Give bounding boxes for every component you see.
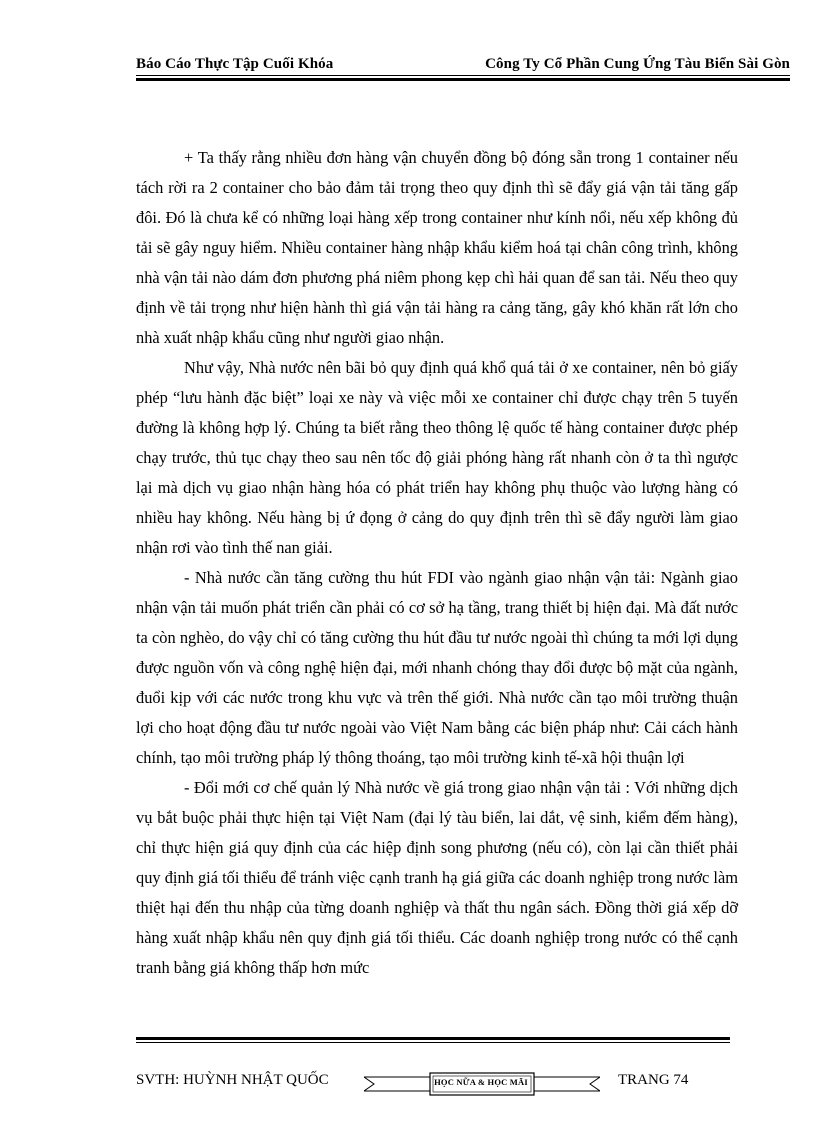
document-body xyxy=(136,143,738,983)
paragraph-fdi-attraction: - Nhà nước cần tăng cường thu hút FDI vào ngành giao nhận vận tải: Ngành giao nhận vận tải muốn phát triển cần phải có cơ sở hạ tầng, trang thiết bị hiện đại. Mà đất nước ta còn nghèo, do vậy chỉ có tăng cường thu hút đầu tư nước ngoài thì chúng ta mới lợi dụng được nguồn vốn và công nghệ hiện đại, mới nhanh chóng thay đổi được bộ mặt của ngành, đuổi kịp với các nước trong khu vực và trên thế giới. Nhà nước cần tạo môi trường thuận lợi cho hoạt động đầu tư nước ngoài vào Việt Nam bằng các biện pháp như: Cải cách hành chính, tạo môi trường pháp lý thông thoáng, tạo môi trường kinh tế-xã hội thuận lợi xyxy=(136,568,738,767)
paragraph-price-management: - Đổi mới cơ chế quản lý Nhà nước về giá trong giao nhận vận tải : Với những dịch vụ bắt buộc phải thực hiện tại Việt Nam (đại lý tàu biển, lai dắt, vệ sinh, kiểm đếm hàng), chỉ thực hiện giá quy định của các hiệp định song phương (nếu có), còn lại cần thiết phải quy định giá tối thiểu để tránh việc cạnh tranh hạ giá giữa các doanh nghiệp trong nước làm thiệt hại đến thu nhập của từng doanh nghiệp và thất thu ngân sách. Đồng thời giá xếp dỡ hàng xuất nhập khẩu nên quy định giá tối thiểu. Các doanh nghiệp trong nước có thể cạnh tranh bằng giá không thấp hơn mức xyxy=(136,778,738,977)
header-company-name: Công Ty Cổ Phần Cung Ứng Tàu Biển Sài Gòn xyxy=(485,56,790,72)
header-divider-thick xyxy=(136,78,790,81)
footer-student-name: SVTH: HUỲNH NHẬT QUỐC xyxy=(136,1072,329,1088)
footer-motto: HỌC NỮA & HỌC MÃI xyxy=(434,1077,528,1087)
paragraph-overload-regulation: Như vậy, Nhà nước nên bãi bỏ quy định quá khổ quá tải ở xe container, nên bỏ giấy phép “lưu hành đặc biệt” loại xe này và việc mỗi xe container chỉ được chạy trên 5 tuyến đường là không hợp lý. Chúng ta biết rằng theo thông lệ quốc tế hàng container được phép chạy trước, thủ tục chạy theo sau nên tốc độ giải phóng hàng rất nhanh còn ở ta thì ngược lại mà dịch vụ giao nhận hàng hóa có phát triển hay không phụ thuộc vào lượng hàng có nhiều hay không. Nếu hàng bị ứ đọng ở cảng do quy định trên thì sẽ đẩy người làm giao nhận rơi vào tình thế nan giải. xyxy=(136,358,738,557)
page-header xyxy=(136,56,790,76)
footer-divider-thick xyxy=(136,1037,730,1040)
header-report-title: Báo Cáo Thực Tập Cuối Khóa xyxy=(136,56,334,72)
paragraph-container-load: + Ta thấy rằng nhiều đơn hàng vận chuyển đồng bộ đóng sẵn trong 1 container nếu tách rời ra 2 container cho bảo đảm tải trọng theo quy định thì sẽ đẩy giá vận tải tăng gấp đôi. Đó là chưa kể có những loại hàng xếp trong container như kính nổi, nếu xếp không đủ tải sẽ gây nguy hiểm. Nhiều container hàng nhập khẩu kiểm hoá tại chân công trình, không nhà vận tải nào dám đơn phương phá niêm phong kẹp chì hải quan để san tải. Nếu theo quy định về tải trọng như hiện hành thì giá vận tải hàng ra cảng tăng, gây khó khăn rất lớn cho nhà xuất nhập khẩu cũng như người giao nhận. xyxy=(136,148,738,347)
footer-divider-thin xyxy=(136,1042,730,1043)
header-divider-thin xyxy=(136,75,790,76)
footer-page-number: TRANG 74 xyxy=(618,1072,689,1088)
